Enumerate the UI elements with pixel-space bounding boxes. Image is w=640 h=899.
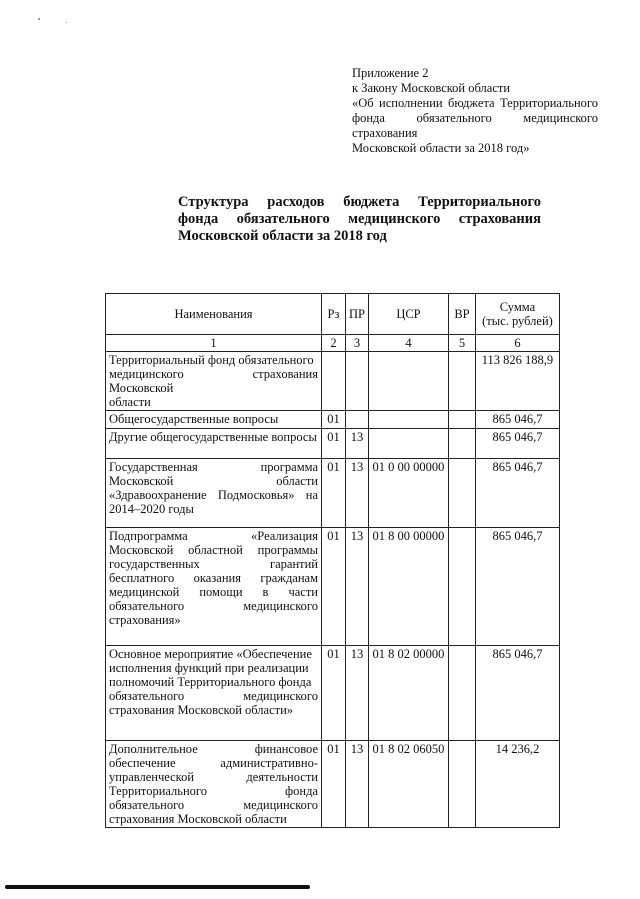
header-name: Наименования (106, 294, 322, 335)
row-csr: 01 8 00 00000 (368, 528, 448, 646)
row-vr (448, 741, 475, 828)
row-rz: 01 (322, 741, 346, 828)
row-sum: 14 236,2 (475, 741, 559, 828)
row-csr: 01 8 02 06050 (368, 741, 448, 828)
row-csr (368, 352, 448, 411)
row-name-line: Другие общегосударственные вопросы (109, 430, 317, 444)
table-header-row (106, 294, 560, 335)
row-name-line: Дополнительное финансовое (109, 742, 318, 756)
row-name-line: Государственная программа (109, 460, 318, 474)
row-sum: 865 046,7 (475, 411, 559, 429)
column-number: 6 (475, 335, 559, 352)
row-name-line: исполнения функций при реализации (109, 661, 309, 675)
row-rz: 01 (322, 411, 346, 429)
row-sum: 865 046,7 (475, 459, 559, 528)
column-number: 3 (346, 335, 369, 352)
header-rz: Рз (322, 294, 346, 335)
row-rz: 01 (322, 528, 346, 646)
appendix-header (352, 66, 598, 156)
title-line-3: Московской области за 2018 год (178, 228, 387, 244)
row-name-line: Московской областной программы (109, 543, 318, 557)
appendix-line-3: «Об исполнении бюджета Территориального (352, 96, 598, 110)
row-name (106, 528, 322, 646)
column-number: 1 (106, 335, 322, 352)
header-sum-line-1: Сумма (499, 300, 536, 314)
row-name-line: Основное мероприятие «Обеспечение (109, 647, 312, 661)
row-name-line: страхования Московской области» (109, 703, 294, 717)
row-csr (368, 411, 448, 429)
row-name-line: обеспечение административно- (109, 756, 318, 770)
row-name-line: Общегосударственные вопросы (109, 412, 279, 426)
row-pr (346, 352, 369, 411)
scan-edge-mark (5, 885, 310, 889)
row-csr: 01 8 02 00000 (368, 646, 448, 741)
table-row (106, 646, 560, 741)
row-name-line: Территориального фонда (109, 784, 318, 798)
row-vr (448, 646, 475, 741)
scan-speck (66, 22, 67, 23)
row-pr: 13 (346, 459, 369, 528)
header-vr: ВР (448, 294, 475, 335)
row-vr (448, 429, 475, 459)
row-name-line: Подпрограмма «Реализация (109, 529, 318, 543)
table-row (106, 429, 560, 459)
header-csr: ЦСР (368, 294, 448, 335)
table-row (106, 528, 560, 646)
row-sum: 865 046,7 (475, 528, 559, 646)
column-number-row (106, 335, 560, 352)
header-sum-line-2: (тыс. рублей) (482, 314, 553, 328)
row-name-line: обязательного медицинского (109, 798, 318, 812)
row-name (106, 741, 322, 828)
row-pr: 13 (346, 528, 369, 646)
title-line-2: фонда обязательного медицинского страхования (178, 211, 541, 227)
appendix-line-1: Приложение 2 (352, 66, 429, 80)
row-name (106, 411, 322, 429)
row-rz: 01 (322, 459, 346, 528)
row-name-line: медицинского страхования Московской (109, 367, 318, 395)
row-name-line: области (109, 395, 151, 409)
row-name-line: бесплатного оказания гражданам (109, 571, 318, 585)
table-row (106, 411, 560, 429)
row-name (106, 352, 322, 411)
header-sum (475, 294, 559, 335)
table-row (106, 459, 560, 528)
row-pr (346, 411, 369, 429)
row-name-line: Московской области (109, 474, 318, 488)
row-sum: 113 826 188,9 (475, 352, 559, 411)
document-title (178, 194, 541, 245)
row-name-line: государственных гарантий (109, 557, 318, 571)
row-csr (368, 429, 448, 459)
column-number: 2 (322, 335, 346, 352)
row-rz: 01 (322, 646, 346, 741)
appendix-line-5: Московской области за 2018 год» (352, 141, 530, 155)
row-pr: 13 (346, 429, 369, 459)
row-name-line: «Здравоохранение Подмосковья» на (109, 488, 318, 502)
table-row (106, 352, 560, 411)
row-name-line: страхования Московской области (109, 812, 287, 826)
appendix-line-4: фонда обязательного медицинского страхования (352, 111, 598, 140)
row-sum: 865 046,7 (475, 646, 559, 741)
row-name-line: страхования» (109, 613, 181, 627)
row-name (106, 646, 322, 741)
row-csr: 01 0 00 00000 (368, 459, 448, 528)
row-name-line: медицинской помощи в части (109, 585, 318, 599)
appendix-line-2: к Закону Московской области (352, 81, 511, 95)
row-pr: 13 (346, 741, 369, 828)
row-name-line: обязательного медицинского (109, 689, 318, 703)
column-number: 5 (448, 335, 475, 352)
header-pr: ПР (346, 294, 369, 335)
row-vr (448, 411, 475, 429)
row-vr (448, 528, 475, 646)
scan-speck (38, 18, 40, 20)
row-name-line: Территориальный фонд обязательного (109, 353, 314, 367)
row-rz (322, 352, 346, 411)
budget-structure-table (105, 293, 560, 828)
row-name-line: управленческой деятельности (109, 770, 318, 784)
row-pr: 13 (346, 646, 369, 741)
row-sum: 865 046,7 (475, 429, 559, 459)
row-name-line: 2014–2020 годы (109, 502, 194, 516)
row-vr (448, 459, 475, 528)
row-name-line: полномочий Территориального фонда (109, 675, 312, 689)
row-rz: 01 (322, 429, 346, 459)
title-line-1: Структура расходов бюджета Территориального (178, 194, 541, 210)
row-name-line: обязательного медицинского (109, 599, 318, 613)
table-body (106, 352, 560, 828)
row-name (106, 459, 322, 528)
column-number: 4 (368, 335, 448, 352)
row-name (106, 429, 322, 459)
table-row (106, 741, 560, 828)
row-vr (448, 352, 475, 411)
